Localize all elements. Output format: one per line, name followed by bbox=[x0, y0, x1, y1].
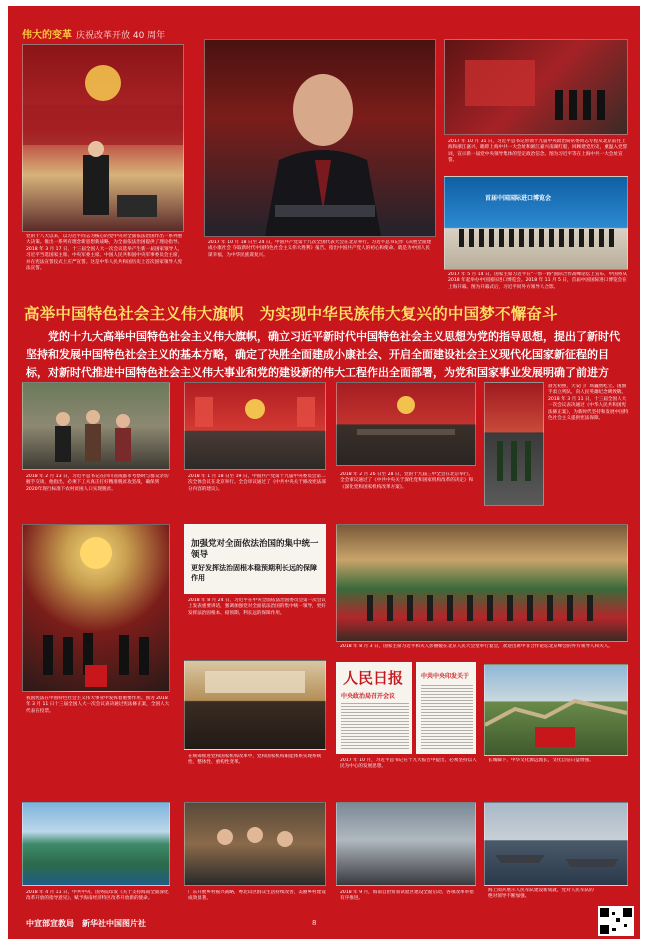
photo-third-plenum bbox=[336, 382, 476, 466]
caption-naval-review: 海上阅兵展示人民军队建设新成就，党对人民军队的绝对领导不断加强。 bbox=[488, 888, 594, 900]
photo-constitution-hall bbox=[22, 524, 170, 692]
newspaper-text bbox=[341, 703, 409, 751]
newspaper-masthead: 人民日报 bbox=[343, 669, 404, 687]
newspaper-second bbox=[416, 662, 476, 754]
expo-banner: 首届中国国际进口博览会 bbox=[485, 195, 552, 202]
caption-great-wall: 长城脚下，中华文化源远流长，文化自信日益增强。 bbox=[488, 758, 594, 763]
photo-oath bbox=[22, 44, 184, 232]
series-subtitle: 庆祝改革开放 40 周年 bbox=[76, 31, 166, 41]
photo-second-plenum bbox=[184, 382, 326, 470]
qr-code-icon[interactable] bbox=[598, 906, 634, 936]
caption-village-visit: 2018 年 2 月 13 日，习近平总书记在四川省成都市考察时与群众亲切握手交谈，他指出，必须下工夫真正打好精准脱贫攻坚战，确保到2020年现行标准下农村贫困人口实现脱贫。 bbox=[26, 474, 169, 492]
publisher-credit: 中宣部宣教局 新华社中国图片社 bbox=[26, 919, 146, 928]
doc-rule-of-law bbox=[184, 524, 326, 594]
page-number: 8 bbox=[312, 919, 317, 927]
poster-page bbox=[8, 6, 640, 939]
photo-state-banquet bbox=[336, 524, 628, 642]
photo-hainan-coast bbox=[22, 802, 170, 886]
photo-import-expo bbox=[444, 176, 628, 270]
photo-trade-zone bbox=[336, 802, 476, 886]
caption-rule-of-law: 2018 年 8 月 24 日，习近平在中央全面依法治国委员会第一次会议上发表重要讲话，强调加强党对全面依法治国的集中统一领导，更好发挥法治固根本、稳预期、利长远的保障作用。 bbox=[188, 598, 327, 616]
caption-oath: 党的十八大以来，以习近平同志为核心的党中央对全面依法治国作出一系列重大决策。推出一系列有理念新思想新战略，为全面依法治国提供了理论指导。2018 年 3 月 17 日，十三届全国人大一次会议选举产生新一届国家领导人，习近平当选国家主席、中央军委主席。中国人民共和国中央军事委员会主席，并在宪法宣誓仪式上庄严宣誓。这是中华人民共和国历史上首次国家领导人宪法宣誓。 bbox=[26, 234, 183, 272]
photo-meeting-hall bbox=[184, 660, 326, 750]
doc-subtitle: 更好发挥法治固根本稳预期利长远的保障作用 bbox=[191, 563, 317, 582]
section-headline: 高举中国特色社会主义伟大旗帜 为实现中华民族伟大复兴的中国梦不懈奋斗 bbox=[24, 304, 558, 323]
caption-first-congress-site: 2017 年 10 月 31 日，习近平总书记带领十九届中央政治局常委同志专程从北京前往上海和浙江嘉兴，瞻仰上海中共一大会址和浙江嘉兴南湖红船，回顾建党历史，重温入党誓词，宣示新一届党中央领导集体的坚定政治信念。图为习近平等在上海中共一大会址宣誓。 bbox=[448, 139, 628, 164]
photo-village-crowd bbox=[184, 802, 326, 886]
caption-hainan-coast: 2018 年 4 月 11 日，中共中央、国务院印发《关于支持海南全面深化改革开放的指导意见》，赋予海南经济特区改革开放新的使命。 bbox=[26, 890, 169, 902]
caption-tiananmen-guard: 晨光初照，天安门广场巍然屹立。国旗手肃立列队，向人民英雄纪念碑致敬。2018 年 3 月 11 日，十三届全国人大一次会议表决通过《中华人民共和国宪法修正案》，为新时代坚持和发展中国特色社会主义提供宪法保障。 bbox=[548, 384, 629, 422]
caption-trade-zone: 2018 年 9 月，海南自由贸易试验区建设全面启动，各项改革举措有序推进。 bbox=[340, 890, 474, 902]
caption-village-crowd: 广东开展乡村振兴战略，粤北山区群众生活持续改善，美丽乡村建设成效显著。 bbox=[188, 890, 326, 902]
caption-import-expo: 2017 年 5 月 14 日，国家主席习近平在"一带一路"国际合作高峰论坛上宣布，中国将从 2018 年起举办中国国际进口博览会。2018 年 11 月 5 日，首届中国国际进口博览会在上海开幕。图为开幕式后，习近平同外方领导人合影。 bbox=[448, 272, 627, 290]
newspaper-second-text bbox=[421, 685, 473, 751]
photo-congress-speech bbox=[204, 39, 436, 237]
caption-congress-speech: 2017 年 10 月 18 日至 24 日，中国共产党第十九次全国代表大会在北京举行。习近平总书记作《决胜全面建成小康社会 夺取新时代中国特色社会主义伟大胜利》报告。指出中国共产党人的初心和使命，就是为中国人民谋幸福，为中华民族谋复兴。 bbox=[208, 240, 432, 258]
photo-village-visit bbox=[22, 382, 170, 470]
newspaper-headline: 中央政治局召开会议 bbox=[341, 693, 396, 700]
caption-second-plenum: 2018 年 1 月 18 日至 19 日，中国共产党第十九届中央委员会第二次全体会议在北京举行。全会审议通过了《中共中央关于修改宪法部分内容的建议》。 bbox=[188, 474, 326, 492]
photo-tiananmen-guard bbox=[484, 382, 544, 506]
newspaper-second-headline: 中共中央印发关于 bbox=[421, 673, 470, 680]
photo-naval-review bbox=[484, 802, 628, 886]
caption-newspapers: 2017 年 10 月，习近平总书记在十九大报告中提出，必须坚持以人民为中心的发展思想。 bbox=[340, 758, 477, 770]
photo-great-wall bbox=[484, 664, 628, 756]
caption-third-plenum: 2018 年 2 月 26 日至 28 日，党的十九届三中全会在北京举行。全会审议通过了《中共中央关于深化党和国家机构改革的决定》和《深化党和国家机构改革方案》。 bbox=[340, 472, 474, 490]
series-title: 伟大的变革 bbox=[22, 30, 72, 41]
photo-first-congress-site bbox=[444, 39, 628, 135]
newspaper-peoples-daily bbox=[336, 662, 412, 754]
caption-state-banquet: 2018 年 8 月 3 日，国家主席习近平和夫人彭丽媛在北京人民大会堂举行宴会，欢迎出席中非合作论坛北京峰会的外方领导人和夫人。 bbox=[340, 644, 613, 649]
poster-header bbox=[22, 26, 165, 41]
doc-title: 加强党对全面依法治国的集中统一领导 bbox=[191, 539, 319, 560]
caption-constitution-hall: 我国宪法在中国特色社会主义伟大事业中发挥着重要作用。图为 2018 年 3 月 11 日十三届全国人大一次会议表决通过宪法修正案，全国人大代表在投票。 bbox=[26, 696, 170, 714]
lead-paragraph: 党的十九大高举中国特色社会主义伟大旗帜，确立习近平新时代中国特色社会主义思想为党的指导思想，提出了新时代坚持和发展中国特色社会主义的基本方略，确定了决胜全面建成小康社会、开启全面建设社会主义现代化国家新征程的目标，对新时代推进中国特色社会主义伟大事业和党的建设新的伟大工程作出全面部署，为党和国家事业发展明确了前进方 bbox=[26, 330, 620, 379]
caption-meeting-hall: 在统筹推进党和国家机构改革中，党和国家机构职能体系实现系统性、整体性、重构性变革。 bbox=[188, 754, 322, 766]
